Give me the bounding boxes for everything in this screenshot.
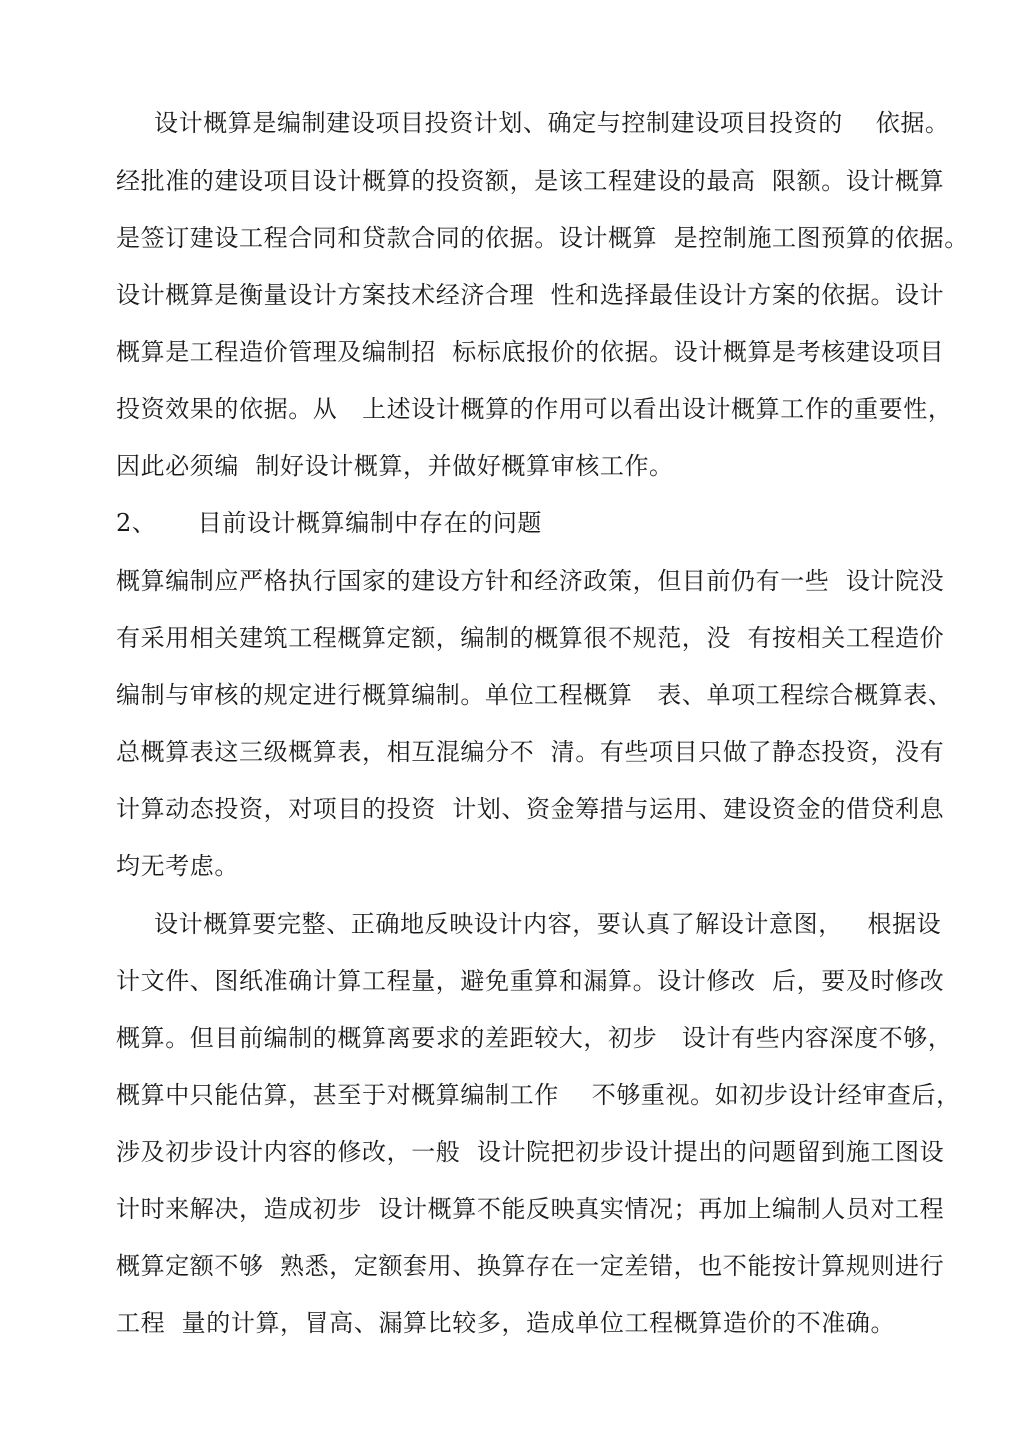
- paragraph-line: 计时来解决，造成初步 设计概算不能反映真实情况；再加上编制人员对工程: [116, 1195, 945, 1223]
- paragraph-line: 计算动态投资，对项目的投资 计划、资金筹措与运用、建设资金的借贷利息: [116, 795, 945, 823]
- paragraph-line: 投资效果的依据。从 上述设计概算的作用可以看出设计概算工作的重要性，: [116, 395, 953, 423]
- paragraph-line: 有采用相关建筑工程概算定额，编制的概算很不规范，没 有按相关工程造价: [116, 624, 945, 652]
- paragraph-line: 经批准的建设项目设计概算的投资额，是该工程建设的最高 限额。设计概算: [116, 167, 945, 195]
- paragraph-line: 设计概算要完整、正确地反映设计内容，要认真了解设计意图， 根据设: [154, 910, 942, 938]
- paragraph-line: 设计概算是衡量设计方案技术经济合理 性和选择最佳设计方案的依据。设计: [116, 281, 945, 309]
- paragraph-line: 编制与审核的规定进行概算编制。单位工程概算 表、单项工程综合概算表、: [116, 681, 953, 709]
- paragraph-line: 均无考虑。: [116, 852, 239, 880]
- paragraph-line: 概算是工程造价管理及编制招 标标底报价的依据。设计概算是考核建设项目: [116, 338, 945, 366]
- paragraph-line: 计文件、图纸准确计算工程量，避免重算和漏算。设计修改 后，要及时修改: [116, 967, 945, 995]
- paragraph-line: 概算中只能估算，甚至于对概算编制工作 不够重视。如初步设计经审查后，: [116, 1081, 961, 1109]
- paragraph-line: 总概算表这三级概算表，相互混编分不 清。有些项目只做了静态投资，没有: [116, 738, 945, 766]
- paragraph-line: 概算。但目前编制的概算离要求的差距较大，初步 设计有些内容深度不够，: [116, 1024, 953, 1052]
- section-heading: 2、 目前设计概算编制中存在的问题: [116, 509, 543, 537]
- paragraph-line: 概算编制应严格执行国家的建设方针和经济政策，但目前仍有一些 设计院没: [116, 567, 945, 595]
- paragraph-line: 涉及初步设计内容的修改，一般 设计院把初步设计提出的问题留到施工图设: [116, 1138, 945, 1166]
- paragraph-line: 概算定额不够 熟悉，定额套用、换算存在一定差错，也不能按计算规则进行: [116, 1252, 945, 1280]
- paragraph-line: 设计概算是编制建设项目投资计划、确定与控制建设项目投资的 依据。: [154, 109, 950, 137]
- paragraph-line: 工程 量的计算，冒高、漏算比较多，造成单位工程概算造价的不准确。: [116, 1309, 896, 1337]
- paragraph-line: 是签订建设工程合同和贷款合同的依据。设计概算 是控制施工图预算的依据。: [116, 224, 969, 252]
- paragraph-line: 因此必须编 制好设计概算，并做好概算审核工作。: [116, 452, 674, 480]
